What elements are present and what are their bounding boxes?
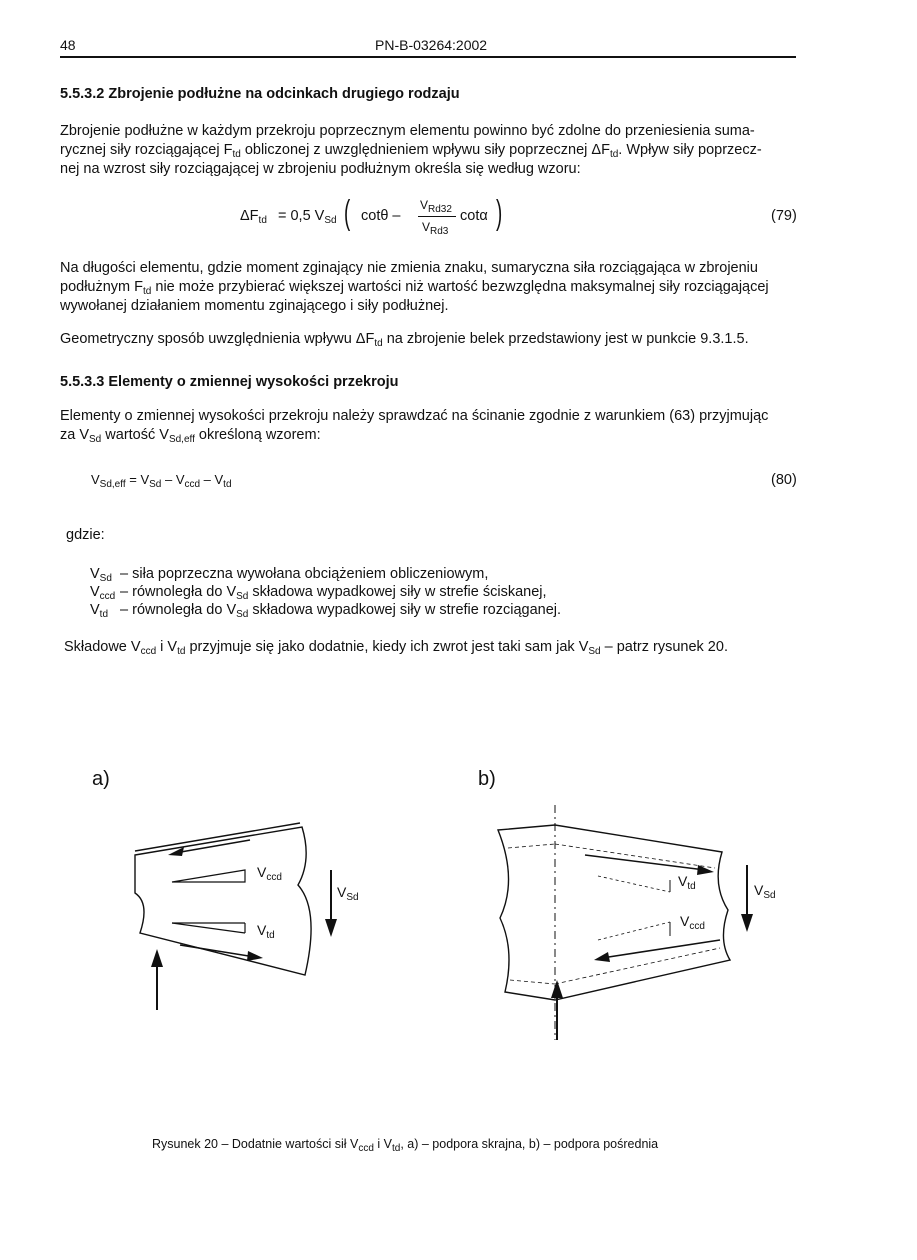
figure-b-label: b) xyxy=(478,768,496,790)
beam-a-top-edge xyxy=(135,823,300,851)
equation-79-number: (79) xyxy=(771,208,797,224)
standard-id: PN-B-03264:2002 xyxy=(375,37,488,53)
figure-a-vtd: $V_{td}$ xyxy=(257,922,275,941)
b-vtd-triangle-hyp xyxy=(598,876,670,892)
figure-a-diagram xyxy=(120,815,350,1020)
equation-79: $\Delta F_{td}$ = 0,5 $V_{Sd}$ ( cotθ – $V_{Rd32}$ $V_{Rd3}$ cotα ) xyxy=(240,194,503,237)
b-top-arrowhead xyxy=(697,865,714,875)
paragraph-2-line-2: podłużnym $F_{td}$ nie może przybierać większej wartości niż wartość bezwzględna maksymalnej siły rozciągającej xyxy=(60,279,769,297)
b-bottom-inner xyxy=(510,980,555,984)
section-title-5-5-3-2: 5.5.3.2 Zbrojenie podłużne na odcinkach drugiego rodzaju xyxy=(60,86,460,102)
a-bottom-force-arrow xyxy=(180,945,255,957)
b-bottom-force-arrow xyxy=(602,940,720,958)
paragraph-1-line-2: rycznej siły rozciągającej $F_{td}$ obliczonej z uwzględnieniem wpływu siły poprzecznej $\Delta F_{td}$. Wpływ siły poprzecz- xyxy=(60,142,762,160)
paragraph-4-line-1: Elementy o zmiennej wysokości przekroju należy sprawdzać na ścinanie zgodnie z warunkiem (63) przyjmując xyxy=(60,408,769,424)
paragraph-4 xyxy=(60,407,768,445)
definition-vtd: $V_{td}$ – równoległa do $V_{Sd}$ składowa wypadkowej siły w strefie rozciąganej. xyxy=(90,602,562,620)
paragraph-1-line-3: nej na wzrost siły rozciągającej w zbrojeniu podłużnym określa się według wzoru: xyxy=(60,161,581,177)
where-label: gdzie: xyxy=(66,527,105,543)
fraction-bar xyxy=(418,216,456,217)
b-top-inner xyxy=(508,844,555,848)
section-title-5-5-3-3: 5.5.3.3 Elementy o zmiennej wysokości przekroju xyxy=(60,374,399,390)
paragraph-2-line-3: wywołanej działaniem momentu zginającego i siły podłużnej. xyxy=(60,298,449,314)
a-support-arrowhead xyxy=(151,949,163,967)
b-bottom-arrowhead xyxy=(594,952,610,962)
paragraph-1-line-1: Zbrojenie podłużne w każdym przekroju poprzecznym elementu powinno być zdolne do przeniesienia suma- xyxy=(60,123,755,139)
equation-80-number: (80) xyxy=(771,472,797,488)
b-support-arrowhead xyxy=(551,980,563,998)
definition-vccd: $V_{ccd}$ – równoległa do $V_{Sd}$ składowa wypadkowej siły w strefie ściskanej, xyxy=(90,584,547,602)
paragraph-5: Składowe $V_{ccd}$ i $V_{td}$ przyjmuje się jako dodatnie, kiedy ich zwrot jest taki sam jak $V_{Sd}$ – patrz rysunek 20. xyxy=(64,639,728,657)
header-rule xyxy=(60,56,796,58)
definition-vsd: $V_{Sd}$ – siła poprzeczna wywołana obciążeniem obliczeniowym, xyxy=(90,566,489,584)
beam-a-outline xyxy=(135,827,311,975)
figure-b-diagram xyxy=(490,800,780,1045)
b-vsd-arrowhead xyxy=(741,914,753,932)
equation-80: $V_{Sd,eff} = V_{Sd} - V_{ccd} - V_{td}$ xyxy=(91,472,232,490)
page-number: 48 xyxy=(60,37,76,53)
a-vccd-triangle xyxy=(172,870,245,882)
figure-b-vsd: $V_{Sd}$ xyxy=(754,882,776,901)
left-paren: ( xyxy=(344,194,351,232)
paragraph-4-line-2: za $V_{Sd}$ wartość $V_{Sd,eff}$ określoną wzorem: xyxy=(60,427,321,445)
figure-a-vccd: $V_{ccd}$ xyxy=(257,864,282,883)
a-vsd-arrowhead xyxy=(325,919,337,937)
a-bottom-arrowhead xyxy=(247,951,263,961)
figure-b-vccd: $V_{ccd}$ xyxy=(680,913,705,932)
figure-caption: Rysunek 20 – Dodatnie wartości sił $V_{ccd}$ i $V_{td}$, a) – podpora skrajna, b) – podpora pośrednia xyxy=(152,1137,659,1154)
paragraph-2-line-1: Na długości elementu, gdzie moment zginający nie zmienia znaku, sumaryczna siła rozciągająca w zbrojeniu xyxy=(60,260,758,276)
paragraph-1 xyxy=(60,122,762,179)
figure-b-vtd: $V_{td}$ xyxy=(678,873,696,892)
definitions-list xyxy=(90,565,561,619)
a-vtd-triangle-hyp xyxy=(172,923,245,933)
paragraph-3: Geometryczny sposób uwzględnienia wpływu $\Delta F_{td}$ na zbrojenie belek przedstawiony jest w punkcie 9.3.1.5. xyxy=(60,331,749,349)
b-bottom-inner-right xyxy=(555,948,720,984)
right-paren: ) xyxy=(496,194,503,232)
b-vccd-triangle-hyp xyxy=(598,922,670,940)
b-top-force-arrow xyxy=(585,855,705,870)
paragraph-2 xyxy=(60,259,769,316)
figure-a-vsd: $V_{Sd}$ xyxy=(337,884,359,903)
figure-a-label: a) xyxy=(92,768,110,790)
